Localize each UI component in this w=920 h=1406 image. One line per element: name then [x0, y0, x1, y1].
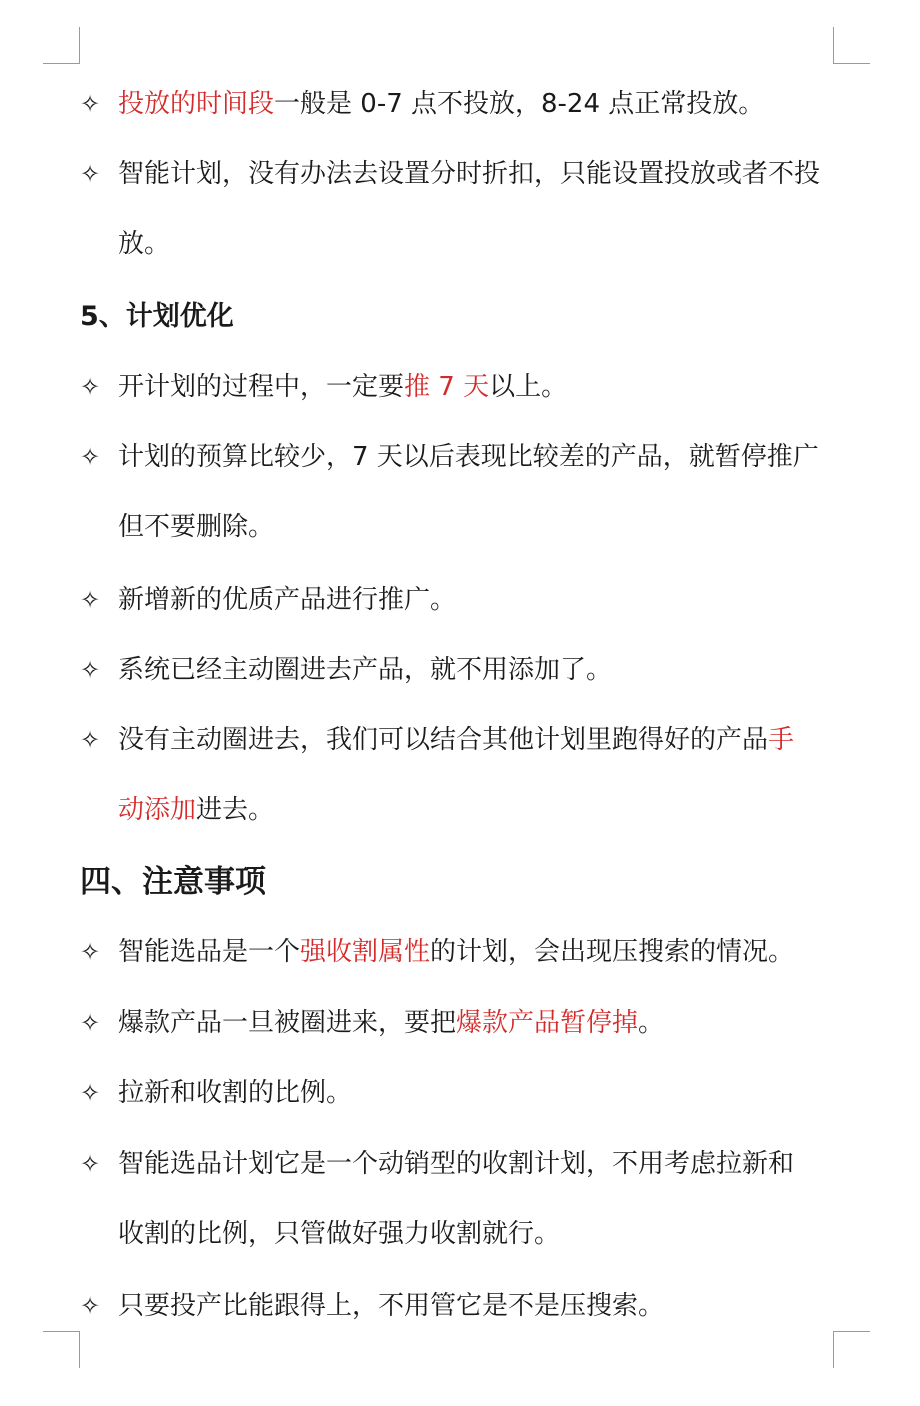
- bullet-icon: ✧: [80, 1292, 101, 1320]
- highlight-text: 强收割属性: [300, 937, 431, 967]
- paragraph-text: 进去。: [196, 795, 275, 825]
- paragraph-text: 开计划的过程中，一定要: [118, 372, 405, 402]
- section-heading-notes: 四、注意事项: [80, 864, 266, 900]
- paragraph-auto-included: [80, 650, 840, 690]
- paragraph-text: 计划的预算比较少，7 天以后表现比较差的产品，就暂停推广: [118, 442, 819, 472]
- paragraph-manual-add: [80, 720, 840, 760]
- paragraph-text: 放。: [118, 229, 171, 259]
- paragraph-plan-seven-days: [80, 367, 840, 407]
- paragraph-sales-harvest-plan: [80, 1144, 840, 1184]
- crop-mark-top-left: [43, 27, 80, 64]
- paragraph-harvest-attribute: [80, 932, 840, 972]
- section-heading-plan-optimization: 5、计划优化: [80, 301, 234, 332]
- paragraph-text: 智能选品计划它是一个动销型的收割计划，不用考虑拉新和: [118, 1149, 795, 1179]
- paragraph-smart-plan-discount: [80, 154, 840, 194]
- bullet-icon: ✧: [80, 726, 101, 754]
- paragraph-text: 。: [638, 1008, 665, 1038]
- crop-mark-top-right: [833, 27, 870, 64]
- paragraph-text: 新增新的优质产品进行推广。: [118, 585, 457, 615]
- paragraph-text: 拉新和收割的比例。: [118, 1078, 353, 1108]
- bullet-icon: ✧: [80, 656, 101, 684]
- paragraph-text: 智能计划，没有办法去设置分时折扣，只能设置投放或者不投: [118, 159, 821, 189]
- paragraph-low-budget: [80, 437, 840, 477]
- paragraph-text: 没有主动圈进去，我们可以结合其他计划里跑得好的产品: [118, 725, 769, 755]
- paragraph-text: 但不要删除。: [118, 512, 275, 542]
- paragraph-new-products: [80, 580, 840, 620]
- paragraph-text: 爆款产品一旦被圈进来，要把: [118, 1008, 457, 1038]
- bullet-icon: ✧: [80, 1079, 101, 1107]
- bullet-icon: ✧: [80, 1009, 101, 1037]
- paragraph-acquisition-ratio: [80, 1073, 840, 1113]
- paragraph-text: 一般是 0-7 点不投放，8-24 点正常投放。: [274, 89, 765, 119]
- highlight-text: 动添加: [118, 795, 197, 825]
- paragraph-pause-bestsellers: [80, 1003, 840, 1043]
- highlight-text: 爆款产品暂停掉: [456, 1008, 639, 1038]
- bullet-icon: ✧: [80, 373, 101, 401]
- bullet-icon: ✧: [80, 1150, 101, 1178]
- paragraph-continuation: [118, 507, 840, 547]
- highlight-text: 推 7 天: [404, 372, 490, 402]
- bullet-icon: ✧: [80, 938, 101, 966]
- highlight-text: 投放的时间段: [118, 89, 275, 119]
- paragraph-ad-time-slot: [80, 84, 840, 124]
- paragraph-continuation: [118, 1214, 840, 1254]
- paragraph-roi-keep-up: [80, 1286, 840, 1326]
- paragraph-continuation: [118, 224, 840, 264]
- highlight-text: 手: [768, 725, 795, 755]
- bullet-icon: ✧: [80, 586, 101, 614]
- paragraph-text: 系统已经主动圈进去产品，就不用添加了。: [118, 655, 613, 685]
- crop-mark-bottom-left: [43, 1331, 80, 1368]
- paragraph-text: 收割的比例，只管做好强力收割就行。: [118, 1219, 561, 1249]
- paragraph-text: 智能选品是一个: [118, 937, 301, 967]
- paragraph-text: 以上。: [489, 372, 568, 402]
- paragraph-continuation: [118, 790, 840, 830]
- bullet-icon: ✧: [80, 443, 101, 471]
- crop-mark-bottom-right: [833, 1331, 870, 1368]
- paragraph-text: 只要投产比能跟得上，不用管它是不是压搜索。: [118, 1291, 665, 1321]
- paragraph-text: 的计划，会出现压搜索的情况。: [430, 937, 795, 967]
- bullet-icon: ✧: [80, 160, 101, 188]
- bullet-icon: ✧: [80, 90, 101, 118]
